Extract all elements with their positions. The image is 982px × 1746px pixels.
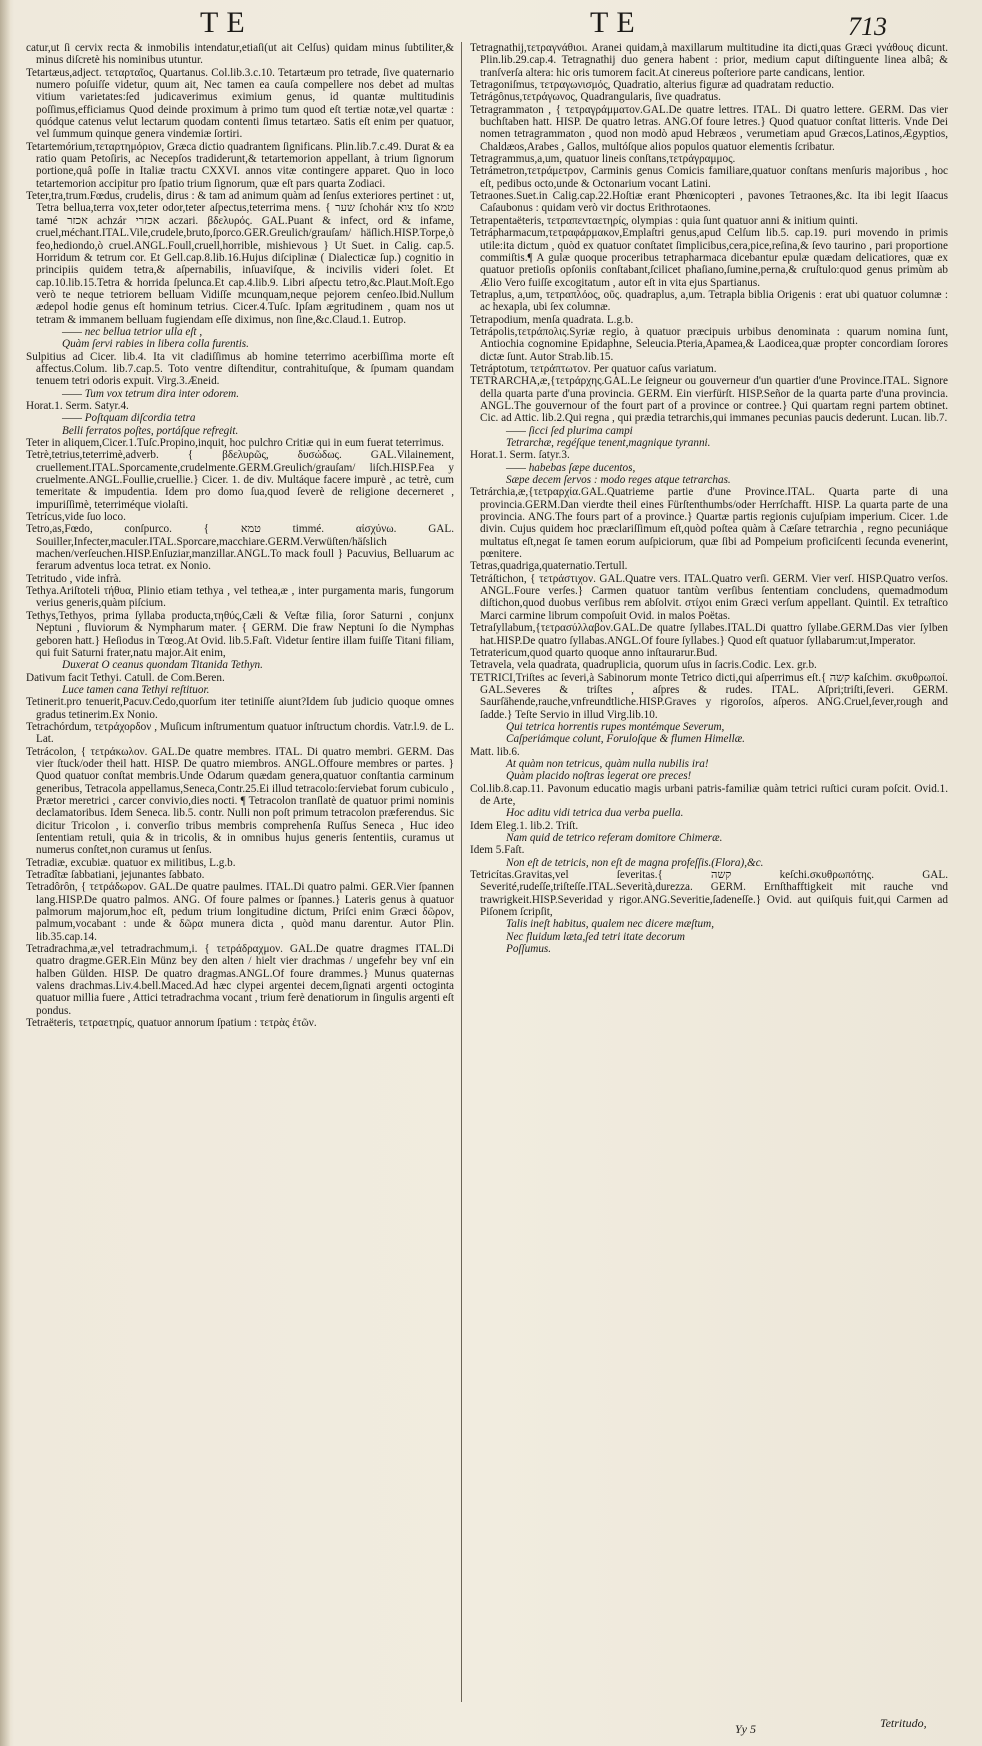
verse-citation: Quàm ſervi rabies in libera colla furentis.	[62, 338, 249, 351]
dictionary-entry: Tetrapodium, menſa quadrata. L.g.b.	[470, 313, 634, 326]
signature-mark: Yy 5	[735, 1722, 756, 1736]
dictionary-entry: Tetraëteris, τετραετηρίς, quatuor annorum ſpatium : τετρὰς ἐτῶν.	[26, 1017, 317, 1030]
verse-citation: Sæpe decem ſervos : modo reges atque tetrarchas.	[506, 474, 731, 487]
verse-citation: Belli ferratos poſtes, portáſque refregit.	[62, 424, 239, 437]
verse-citation: Qui tetrica horrentis rupes montémque Severum,	[506, 720, 725, 733]
catchword: Tetritudo,	[880, 1716, 927, 1730]
dictionary-entry: Tetrachórdum, τετράχορδον , Muſicum inſtrumentum quatuor inſtructum chordis. Vatr.l.9. de L. Lat.	[26, 720, 454, 746]
dictionary-entry: Idem Eleg.1. lib.2. Triſt.	[470, 819, 579, 832]
verse-citation: Poſſumus.	[506, 943, 552, 956]
dictionary-entry: Tetraplus, a,um, τετραπλόος, οῦς. quadraplus, a,um. Tetrapla biblia Origenis : erat ubi quatuor columnæ : ac hexapla, ubi ſex columnæ.	[470, 288, 948, 314]
dictionary-entry: Tetráſtichon, { τετράστιχον. GAL.Quatre vers. ITAL.Quatro verſi. GERM. Vier verſ. HISP.Quatro verſos. ANGL.Foure verſes.} Carmen quatuor tantùm verſibus ſententiam concludens, quemadmodum diſtichon,quod duobus verſibus rem abſolvit. στίχοι enim Græci verſum appellant. Quintil. Ex tetraſtico Marci carmine librum compoſuit Ovid. in malos Poëtas.	[470, 572, 948, 622]
dictionary-entry: Tethya.Ariſtoteli τήθυα, Plinio etiam tethya , vel tethea,æ , inter purgamenta maris, fungorum verius generis,quàm piſcium.	[26, 585, 454, 610]
dictionary-entry: Horat.1. Serm. ſatyr.3.	[470, 449, 570, 462]
dictionary-entry: Tetrágônus,τετράγωνος, Quadrangularis, ſive quadratus.	[470, 91, 721, 104]
verse-citation: Nec fluidum læta,ſed tetri itate decorum	[506, 930, 685, 943]
verse-citation: Duxerat O ceanus quondam Titanida Tethyn.	[62, 659, 263, 672]
dictionary-entry: Teter,tra,trum.Fœdus, crudelis, dirus : & tam ad animum quàm ad ſenſus exteriores pertinet : ut, Tetra bellua,terra vox,teter odor,teter aſpectus,teterrima mens. { שער ſchohár צוא tſo טמא tamé אכזר achzár אכזרי aczari. βδελυρός. GAL.Puant & infect, ord & infame, cruel,méchant.ITAL.Vile,crudele,bruto,ſporco.GER.Greulich/grauſam/ häſlich.HISP.Torpe,ò feo,hediondo,ò cruel.ANGL.Foull,cruell,horrible, mishievous } Ut Suet. in Calig. cap.5. Horridum & tetrum cor. Et Gell.cap.8.lib.16.Hujus diſciplinæ ( Dialecticæ ſup.) cognitio in principiis quidem tetra,& aſpernabilis, inſuaviſque, & incivilis videri ſolet. Et cap.10.lib.15.Tetra & horrida ſpelunca.Et cap.4.lib.9. Libri aſpectu tetro,&c.Plaut.Moſt.Ego verò te neque tetriorem belluam Vidiſſe mcunquam,neque pejorem cenſeo.Ibid.Nullum ædepol hodie genus eſt hominum tetrius. Cicer.4.Tuſc. Ipſam ægritudinem , quam nos ut tetram & immanem belluam fugiendam eſſe diximus, non ſine,&c.Claud.1. Eutrop.	[26, 190, 454, 326]
dictionary-entry: Tetragnathij,τετραγνάθιοι. Aranei quidam,à maxillarum multitudine ita dicti,quas Græci γνάθους dicunt. Plin.lib.29.cap.4. Tetragnathij duo genera habent : prior, medium caput diſtinguente linea albâ; & tranſverſa altera: hic oris tumorem facit.At cinereus poſteriore parte candicans, lentior.	[470, 42, 948, 79]
dictionary-entry: Tetrárchia,æ,{τετραρχία.GAL.Quatrieme partie d'une Province.ITAL. Quarta parte di una provincia.GERM.Dan vierdte theil eines Fürſtenthumbs/oder Herrſchafft. HISP. La quarta parte de una provincia. ANG.The fours part of a province.} Quartæ partis regionis cujuſpiam imperium. Cicer. 1.de divin. Cujus quidem hoc præclariſſimum eſt,quòd poſtea quàm à Cæſare tetrarchia , regno pecuniáque multatus eſt,negat ſe tamen eorum auſpiciorum, quæ ſibi ad Pompeium proficiſcenti ſecunda evenerint, pœnitere.	[470, 486, 948, 561]
verse-citation: Talis ineſt habitus, qualem nec dicere mæſtum,	[506, 918, 714, 931]
dictionary-entry: Tetradiæ, excubiæ. quatuor ex militibus, L.g.b.	[26, 856, 236, 869]
verse-citation: Tetrarchæ, regéſque tenent,magnique tyranni.	[506, 437, 711, 449]
dictionary-entry: Tetraſyllabum,{τετρασύλλαβον.GAL.De quatre ſyllabes.ITAL.Di quattro ſyllabe.GERM.Das vier ſylben hat.HISP.De quatro ſyllabas.ANGL.Of foure ſyllabes.} Quod eſt quatuor ſyllabarum:ut,Imperator.	[470, 622, 948, 647]
dictionary-entry: Tetravela, vela quadrata, quadruplicia, quorum uſus in ſacris.Codic. Lex. gr.b.	[470, 659, 817, 672]
page-number: 713	[848, 12, 887, 41]
dictionary-entry: Tetrápolis,τετράπολις.Syriæ regio, à quatuor præcipuis urbibus denominata : quarum nomina ſunt, Antiochia cognomine Epidaphne, Seleucia.Pteria,Apamea,& Laodicea,quæ propter concordiam ſorores dictæ ſunt. Autor Strab.lib.15.	[470, 325, 948, 363]
verse-citation: Hoc aditu vidi tetrica dua verba puella.	[506, 807, 684, 820]
dictionary-entry: Sulpitius ad Cicer. lib.4. Ita vit cladiſſimus ab homine teterrimo acerbiſſima morte eſt affectus.Colum. lib.7.cap.5. Toto ventre diſtenditur, contrahituſque, & ſpumam quandam tenuem tetri odoris expuit. Virg.3.Æneid.	[26, 350, 454, 388]
dictionary-entry: Tetrè,tetrius,teterrimè,adverb. { βδελυρῶς, δυσώδως. GAL.Vilainement, cruellement.ITAL.Sporcamente,crudelmente.GERM.Greulich/grauſam/ liſch.HISP.Fea y cruelmente.ANGL.Foullie,cruellie.} Cicer. 1. de div. Multáque facere impurè , ac tetrè, cum temeritate & impudentia. Idem pro domo ſua,quod ſeverè de religione decerneret , impuriſſimè, teterriméque violaſti.	[26, 449, 454, 511]
running-head	[0, 6, 982, 42]
dictionary-entry: Tetrícus,vide ſuo loco.	[26, 511, 126, 524]
dictionary-entry: Tetricítas.Gravitas,vel ſeveritas.{ קשה keſchi.σκυθρωπότης. GAL. Severité,rudeſſe,triſteſſe.ITAL.Severità,durezza. GERM. Ernſthafftigkeit mit rauche vnd trawrigkeit.HISP.Severidad y rigor.ANG.Severitie,ſadeneſſe.} Ovid. aut quiſquis fuit,qui Carmen ad Piſonem ſcripſit,	[470, 869, 948, 919]
dictionary-entry: Tethys,Tethyos, prima ſyllaba producta,τηθύς,Cæli & Veſtæ filia, ſoror Saturni , conjunx Neptuni , fluviorum & Nympharum mater. { GERM. Die fraw Neptuni ſo die Nymphas geboren hatt.} Heſiodus in Tœog.At Ovid. lib.5.Faſt. Videtur ſentire illam fuiſſe Titani filiam, qui fuit Saturni frater,natu major.Ait enim,	[26, 609, 454, 659]
dictionary-entry: TETRARCHA,æ,{τετράρχης.GAL.Le ſeigneur ou gouverneur d'un quartier d'une Province.ITAL. Signore della quarta parte d'una provincia. GERM. Ein vierfürſt. HISP.Señor de la quarta parte d'una provincia. ANGL.The gouvernour of the fourt part of a province or contree.} Qui quartam regni partem obtinet. Cic. ad Attic. lib.2.Qui regna , qui prædia tetrarchis,qui immanes pecunias paucis dederunt. Lucan. lib.7.	[470, 375, 948, 425]
verse-citation: —— Tum vox tetrum dira inter odorem.	[62, 387, 240, 400]
dictionary-entry: Col.lib.8.cap.11. Pavonum educatio magis urbani patris-familiæ quàm tetrici ruſtici curam poſcit. Ovid.1. de Arte,	[470, 782, 948, 807]
dictionary-entry: Tetras,quadriga,quaternatio.Tertull.	[470, 560, 628, 573]
dictionary-entry: Tetradôrôn, { τετράδωρον. GAL.De quatre paulmes. ITAL.Di quatro palmi. GER.Vier ſpannen lang.HISP.De quatro palmos. ANG. Of foure palmes or ſpannes.} Lateris genus à quatuor palmorum majorum,hoc eſt, pedum trium longitudine dictum, Priſci enim Græci δῶρον, palmum,vocabant : unde & δῶρα munera dicta , quòd manu darentur. Autor Plin. lib.35.cap.14.	[26, 881, 454, 943]
dictionary-entry: Tetrámetron,τετράμετρον, Carminis genus Comicis familiare,quatuor conſtans menſuris majoribus , hoc eſt, pedibus octo,unde & Octonarium vocant Latini.	[470, 165, 948, 190]
dictionary-entry: Tetinerit.pro tenuerit,Pacuv.Cedo,quorſum iter tetiniſſe aiunt?Idem ſub judicio quoque omnes gradus tetinerim.Ex Nonio.	[26, 696, 454, 721]
verse-citation: —— nec bellua tetrior ulla eſt ,	[62, 325, 203, 338]
dictionary-entry: Tetritudo , vide infrà.	[26, 572, 122, 585]
right-column	[470, 42, 948, 1720]
dictionary-entry: Tetrápharmacum,τετραφάρμακον,Emplaſtri genus,apud Celſum lib.5. cap.19. puri movendo in primis utile:ita dictum , quòd ex quatuor conſtatet ſimplicibus,cera,pice,reſina,& ſevo taurino , pari proportione commiſtis.¶ A gulæ quoque proceribus tetrapharmaca dicebantur epulæ quædam delicatiores, quæ ex quatuor pretioſis opſoniis conſtabant,ſcilicet phaſiano,ſumine,perna,& cruſtulo:quod genus primùm ab Ælio Vero fuiſſe excogitatum , autor eſt in vita ejus Spartianus.	[470, 227, 948, 289]
dictionary-entry: Horat.1. Serm. Satyr.4.	[26, 399, 129, 412]
verse-citation: Nam quid de tetrico referam domitore Chimeræ.	[506, 832, 723, 844]
verse-citation: Non eſt de tetricis, non eſt de magna profeſſis.(Flora),&c.	[506, 856, 764, 869]
verse-citation: —— Poſtquam diſcordia tetra	[62, 412, 196, 425]
binding-shadow	[0, 0, 10, 1746]
dictionary-entry: Teter in aliquem,Cicer.1.Tuſc.Propino,inquit, hoc pulchro Critiæ qui in eum fuerat teterrimus.	[26, 437, 444, 449]
left-column	[26, 42, 454, 1720]
page-footer	[0, 1716, 982, 1742]
dictionary-entry: Matt. lib.6.	[470, 745, 520, 758]
dictionary-entry: Tetartemórium,τεταρτημόριον, Græca dictio quadrantem ſignificans. Plin.lib.7.c.49. Durat & ea ratio quam Petoſiris, ac Necepſos tradiderunt,& tetartemorion appellant, à trium ſignorum portione,quâ poſſe in Italiæ tractu CXXVI. annos vitæ contingere apparet. Quo in loco tetartemorion accipitur pro ſpatio trium ſignorum, quæ eſt pars quarta Zodiaci.	[26, 140, 454, 190]
dictionary-entry: Tetragrammaton , { τετραγράμματον.GAL.De quatre lettres. ITAL. Di quatro lettere. GERM. Das vier buchſtaben hatt. HISP. De quatro letras. ANG.Of foure letres.} Quod quatuor conſtat litteris. Vnde Dei nomen tetragrammaton , quod non modò apud Hebræos , verumetiam apud Græcos,Latinos,Ægyptios, Chaldæos,Arabes , Gallos, multóſque alios populos quatuor elementis ſcribatur.	[470, 103, 948, 153]
dictionary-entry: Tetragrammus,a,um, quatuor lineis conſtans,τετράγραμμος.	[470, 153, 736, 166]
left-heading: TE	[200, 6, 253, 39]
dictionary-entry: Tetradîtæ ſabbatiani, jejunantes ſabbato.	[26, 869, 205, 882]
dictionary-entry: TETRICI,Triſtes ac ſeveri,à Sabinorum monte Tetrico dicti,qui aſperrimus eſt.{ קשה kaſchim. σκυθρωποί. GAL.Severes & triſtes , aſpres & rudes. ITAL. Aſpri;triſti,ſeveri. GERM. Saurſähende,rauche,vnfreundtliche.HISP.Graves y rigoroſos, aſperos. ANG.Cruel,ſever,rough and ſadde.} Teſte Servio in illud Virg.lib.10.	[470, 671, 948, 721]
dictionary-entry: Tetratericum,quod quarto quoque anno inſtaurarur.Bud.	[470, 646, 718, 659]
dictionary-entry: catur,ut ſi cervix recta & inmobilis intendatur,etiaſi(ut ait Celſus) quidam minus ſubtiliter,& minus diſcretè his nominibus utuntur.	[26, 42, 454, 67]
dictionary-entry: Tetrácolon, { τετράκωλον. GAL.De quatre membres. ITAL. Di quatro membri. GERM. Das vier ſtuck/oder theil hatt. HISP. De quatro miembros. ANGL.Offoure membres or partes. } Quod quatuor conſtat membris.Unde Odarum quædam genera,quatuor conſtantia carminum generibus, Tetracola appellamus,Seneca,Contr.25.Ei illud tetracolo:ſerviebat forum cubiculo , Prætor meretrici , carcer convivio,dies nocti. ¶ Tetracolon tranſlatè de quatuor primi nominis declamatoribus. Idem Seneca. lib.5. contr. Nulli non poſt primum tetracolon præferendus. Sic dicitur Tricolon , i. converſio tribus membris comprehenſa Ruſſus Seneca , Huc ideo ſententiam retuli, quia & in tricolis, & in omnibus hujus generis ſententiis, curamus ut numerus conſtet,non curamus ut ſenſus.	[26, 745, 454, 857]
dictionary-entry: Dativum facit Tethyi. Catull. de Com.Beren.	[26, 671, 225, 684]
dictionary-entry: Tetartæus,adject. τεταρταῖος, Quartanus. Col.lib.3.c.10. Tetartæum pro tetrade, ſive quaternario numero poſuiſſe videtur, quum ait, Nec tamen ea cauſa compellere nos debet ad multas vitium varietates:ſed judicaverimus eximium genus, id quantæ multitudinis poſſimus,efficiamus Quod deinde proximum à primo tum quod eſt tertiæ notæ,vel quartæ : quódque catenus velut lectarum quodam contenti ſimus tetartæo. Satis eſt enim per quatuor, vel ſummum quinque genera vindemiæ ſortiri.	[26, 66, 454, 141]
verse-citation: At quàm non tetricus, quàm nulla nubilis ira!	[506, 757, 709, 770]
verse-citation: Caſperiámque colunt, Foruloſque & flumen Himellæ.	[506, 733, 745, 746]
dictionary-entry: Tetraones.Suet.in Calig.cap.22.Hoſtiæ erant Phœnicopteri , pavones Tetraones,&c. Ita ibi legit Iſaacus Caſaubonus : quidam verò vir doctus Erithrotaones.	[470, 190, 948, 215]
verse-citation: —— habebas ſæpe ducentos,	[506, 461, 636, 474]
dictionary-entry: Idem 5.Faſt.	[470, 844, 525, 857]
dictionary-entry: Tetráptotum, τετράπτωτον. Per quatuor caſus variatum.	[470, 362, 717, 375]
dictionary-entry: Tetragoniſmus, τετραγωνισμός, Quadratio, alterius figuræ ad quadratam reductio.	[470, 79, 835, 92]
right-heading: TE	[590, 6, 643, 39]
dictionary-entry: Tetradrachma,æ,vel tetradrachmum,i. { τετράδραχμον. GAL.De quatre dragmes ITAL.Di quatro dragme.GER.Ein Münz bey den alten / hielt vier drachmas / ungefehr bey vnſ ein halben Gülden. HISP. De quatro dragmas.ANGL.Of foure drammes.} Munus quaternas valens drachmas.Liv.4.bell.Maced.Ad hæc clypei argentei decem,ſignati argenti octoginta quatuor millia fuere , Attici tetradrachma vocant , trium ferè denatiorum in ſingulis argenti eſt pondus.	[26, 943, 454, 1017]
dictionary-entry: Tetro,as,Fœdo, conſpurco. { טמא timmé. αἰσχύνω. GAL. Souiller,Infecter,maculer.ITAL.Sporcare,macchiare.GERM.Verwüſten/häſslich machen/verſeuchen.HISP.Enſuziar,manzillar.ANGL.To mack foull } Pacuvius, Belluarum ac ferarum adventus loca tetrat. ex Nonio.	[26, 523, 454, 573]
verse-citation: Quàm placido noſtras legerat ore preces!	[506, 770, 692, 783]
verse-citation: —— ſicci ſed plurima campi	[506, 424, 633, 437]
verse-citation: Luce tamen cana Tethyi reſtituor.	[62, 683, 210, 696]
dictionary-entry: Tetrapentaëteris, τετραπενταετηρίς, olympias : quia ſunt quatuor anni & initium quinti.	[470, 214, 858, 227]
column-divider	[461, 42, 462, 1702]
